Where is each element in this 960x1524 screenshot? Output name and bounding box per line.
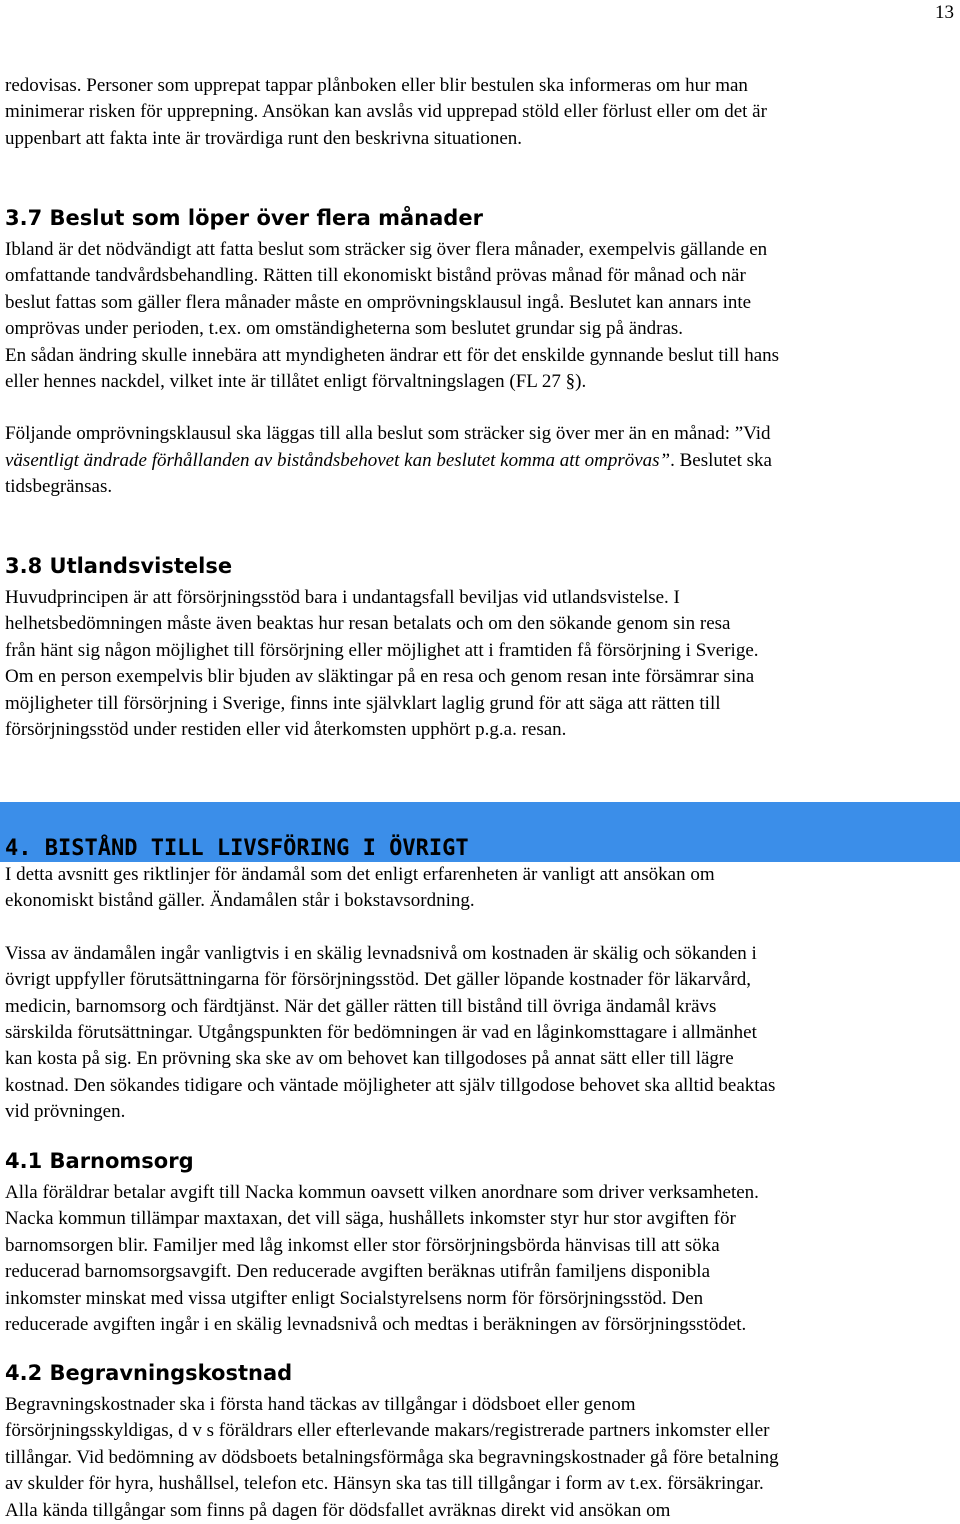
section-heading: 4.2 Begravningskostnad [5, 1361, 293, 1385]
text-line: uppenbart att fakta inte är trovärdiga runt den beskrivna situationen. [5, 127, 523, 149]
text-line: ekonomiskt bistånd gäller. Ändamålen står i bokstavsordning. [5, 890, 475, 912]
section-paragraph [5, 1392, 950, 1524]
chapter-title: 4. BISTÅND TILL LIVSFÖRING I ÖVRIGT [5, 836, 469, 861]
text-line: beslut fattas som gäller flera månader måste en omprövningsklausul ingå. Beslutet kan annars inte [5, 291, 752, 313]
section-3-8 [5, 553, 950, 743]
text-line [5, 448, 950, 474]
text-line: tillångar. Vid bedömning av dödsboets betalningsförmåga ska begravningskostnader gå före betalning [5, 1446, 779, 1468]
text-line: Huvudprincipen är att försörjningsstöd bara i undantagsfall beviljas vid utlandsvistelse. I [5, 587, 680, 608]
section-paragraph [5, 1180, 950, 1338]
text-line: helhetsbedömningen måste även beaktas hur resan betalats och om den sökande genom sin resa [5, 613, 731, 635]
text-line: särskilda förutsättningar. Utgångspunkten för bedömningen är vad en låginkomsttagare i allmänhet [5, 1022, 757, 1044]
text-line: kan kosta på sig. En prövning ska ske av om behovet kan tillgodoses på annat sätt eller till lägre [5, 1048, 734, 1070]
text-line: reducerade avgiften ingår i en skälig levnadsnivå och medtas i beräkningen av försörjningsstödet. [5, 1314, 747, 1336]
text-line: av skulder för hyra, hushållsel, telefon etc. Hänsyn ska tas till tillgångar i form av t.ex. försäkringar. [5, 1473, 764, 1495]
text-line: försörjningsstöd under restiden eller vid återkomsten upphört p.g.a. resan. [5, 719, 567, 741]
section-heading: 4.1 Barnomsorg [5, 1149, 194, 1173]
text-line: omprövas under perioden, t.ex. om omständigheterna som beslutet grundar sig på ändras. [5, 318, 684, 340]
text-line: En sådan ändring skulle innebära att myndigheten ändrar ett för det enskilde gynnande beslut till hans [5, 344, 780, 366]
section-paragraph [5, 237, 950, 395]
text-line: övrigt uppfyller förutsättningarna för försörjningsstöd. Det gäller löpande kostnader för läkarvård, [5, 969, 752, 991]
section-4-2 [5, 1360, 950, 1524]
text-line: barnomsorgen blir. Familjer med låg inkomst eller stor försörjningsbörda hänvisas till att söka [5, 1234, 720, 1256]
section-paragraph [5, 585, 950, 743]
intro-paragraph [5, 73, 950, 152]
section-heading: 3.8 Utlandsvistelse [5, 554, 233, 578]
text-line: kostnad. Den sökandes tidigare och väntade möjligheter att själv tillgodose behovet ska alltid beaktas [5, 1074, 776, 1096]
page-number: 13 [935, 2, 954, 23]
text-line: minimerar risken för upprepning. Ansökan kan avslås vid upprepad stöld eller förlust eller om det är [5, 101, 767, 123]
text-line: I detta avsnitt ges riktlinjer för ändamål som det enligt erfarenheten är vanligt att ansökan om [5, 864, 715, 885]
text-line: redovisas. Personer som upprepat tappar plånboken eller blir bestulen ska informeras om hur man [5, 75, 748, 96]
section-3-7 [5, 205, 950, 501]
text-line: inkomster minskat med vissa utgifter enligt Socialstyrelsens norm för försörjningsstöd. Den [5, 1287, 704, 1309]
section-heading: 3.7 Beslut som löper över flera månader [5, 206, 483, 230]
text-line: reducerad barnomsorgsavgift. Den reducerade avgiften beräknas utifrån familjens disponibla [5, 1261, 711, 1283]
text-line: Alla kända tillgångar som finns på dagen för dödsfallet avräknas direkt vid ansökan om [5, 1499, 671, 1521]
clause-paragraph [5, 421, 950, 500]
text-line: Vissa av ändamålen ingår vanligtvis i en skälig levnadsnivå om kostnaden är skälig och sökanden i [5, 942, 757, 964]
text-line: omfattande tandvårdsbehandling. Rätten till ekonomiskt bistånd prövas månad för månad och när [5, 265, 746, 287]
text-line: möjligheter till försörjning i Sverige, finns inte självklart laglig grund för att säga att rätten till [5, 692, 721, 714]
text-line: Nacka kommun tillämpar maxtaxan, det vill säga, hushållets inkomster styr hur stor avgiften för [5, 1208, 736, 1230]
text-line: tidsbegränsas. [5, 476, 113, 498]
text-line: från hänt sig någon möjlighet till försörjning eller möjlighet att i framtiden få försörjning i Sverige. [5, 639, 759, 661]
clause-suffix: . Beslutet ska [670, 449, 772, 471]
clause-text: väsentligt ändrade förhållanden av biståndsbehovet kan beslutet komma att omprövas” [5, 449, 671, 471]
text-line: eller hennes nackdel, vilket inte är tillåtet enligt förvaltningslagen (FL 27 §). [5, 371, 587, 393]
text-line: försörjningsskyldigas, d v s föräldrars eller efterlevande makars/registrerade partners inkomster eller [5, 1420, 770, 1442]
text-line: Alla föräldrar betalar avgift till Nacka kommun oavsett vilken anordnare som driver verksamheten. [5, 1182, 759, 1203]
text-line: medicin, barnomsorg och färdtjänst. När det gäller rätten till bistånd till övriga ändamål krävs [5, 995, 717, 1017]
text-line: Följande omprövningsklausul ska läggas till alla beslut som sträcker sig över mer än en månad: ”Vid [5, 423, 771, 445]
section-4-1 [5, 1148, 950, 1338]
text-line: Ibland är det nödvändigt att fatta beslut som sträcker sig över flera månader, exempelvis gällande en [5, 239, 768, 260]
text-line: Om en person exempelvis blir bjuden av släktingar på en resa och genom resan inte försämrar sina [5, 666, 755, 688]
chapter-4-intro [5, 862, 950, 1126]
text-line: vid prövningen. [5, 1101, 126, 1123]
text-line: Begravningskostnader ska i första hand täckas av tillgångar i dödsboet eller genom [5, 1394, 636, 1415]
